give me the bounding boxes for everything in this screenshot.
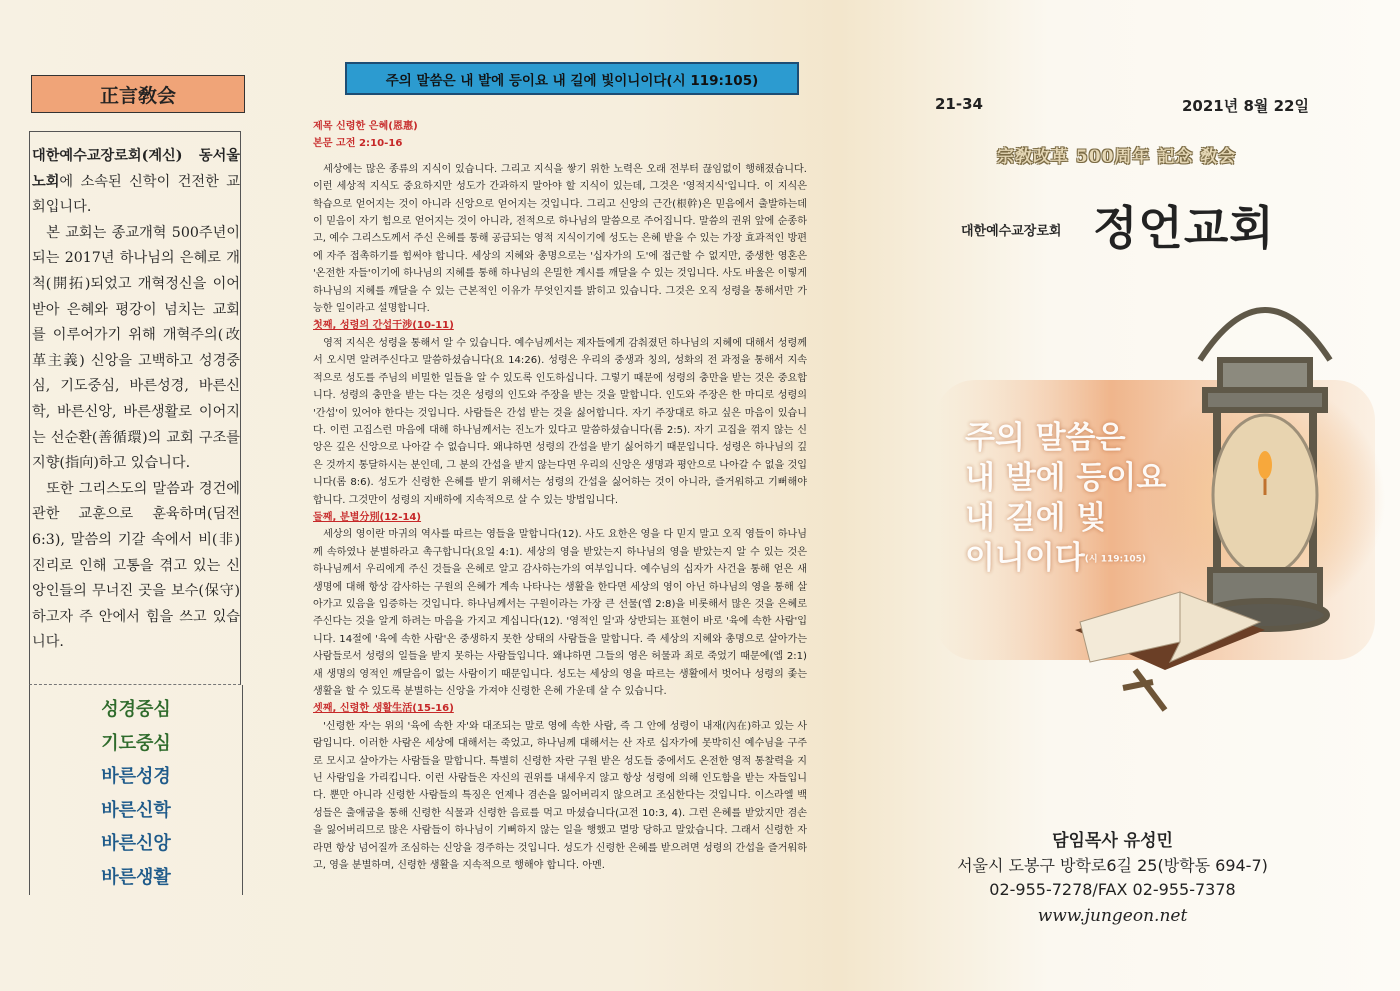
vision-item: 성경중심: [101, 699, 171, 720]
sermon-heading: 둘째, 분별分別(12-14): [313, 511, 422, 523]
cover-panel: [825, 0, 1400, 991]
cover-verse-line: 내 길에 빛: [965, 500, 1107, 536]
vision-list: [30, 685, 242, 894]
sermon-paragraph: '신령한 자'는 위의 '육에 속한 자'와 대조되는 말로 영에 속한 사람, 즉 그 안에 성령이 내재(內在)하고 있는 사람입니다. 이러한 사람은 세상에 대해서는 죽었고, 하나님께 대해서는 산 자로 십자가에 못박히신 예수님을 구주로 모시고 살아가는 사람들을 말합니다. 특별히 신령한 자란 구원 받은 성도들 중에서도 온전한 영적 통찰력을 지닌 사람입을 가리킵니다. 이런 사람들은 자신의 권위를 내세우지 않고 항상 성령에 의해 인도함을 받는 자들입니다. 뿐만 아니라 신령한 사람들의 특징은 언제나 겸손을 잃어버리지 않으려고 조심한다는 것입니다. 이스라엘 백성들은 출애굽을 통해 신령한 식물과 신령한 음료를 먹고 마셨습니다(고전 10:3, 4). 그런 은혜를 받았지만 겸손을 잃어버리므로 많은 사람들이 하나님이 기뻐하지 않는 일을 행했고 멸망 당하고 말았습니다. 그래서 신령한 자라면 항상 넘어질까 조심하는 신앙을 경주하는 것입니다. 성도가 신령한 은혜를 받으려면 성령의 간섭을 즐거워하고, 영을 분별하며, 신령한 생활을 지속적으로 행해야 합니다. 아멘.: [313, 720, 807, 872]
vision-box: [29, 685, 243, 895]
intro-sentence-1: 에 소속된 신학이 건전한 교회입니다.: [32, 173, 240, 216]
denomination: 대한예수교장로회: [961, 224, 1062, 239]
sermon-panel: [275, 0, 825, 991]
sermon-paragraph: 영적 지식은 성령을 통해서 알 수 있습니다. 예수님께서는 제자들에게 감춰졌던 하나님의 지혜에 대해서 성령께서 오시면 알려주신다고 말씀하셨습니다(요 14:26). 성령은 우리의 중생과 칭의, 성화의 전 과정을 통해서 지속적으로 성도를 주님의 비밀한 일들을 알 수 있도록 인도하십니다. 그렇기 때문에 성령의 충만을 받는 것은 중요합니다. 성령의 충만을 받는 다는 것은 성령의 인도와 주장을 받는 것을 말합니다. 인도와 주장은 한 마디로 성령의 '간섭'이 있어야 한다는 것입니다. 사람들은 간섭 받는 것을 싫어합니다. 자기 주장대로 하고 싶은 마음이 있습니다. 이런 고집스런 마음에 대해 하나님께서는 진노가 있다고 말씀하셨습니다(롬 2:5). 자기 고집을 꺾지 않는 신앙은 깊은 신앙으로 나아갈 수 없습니다. 왜냐하면 성령의 간섭을 받기 싫어하기 때문입니다. 성령은 하나님의 깊은 것까지 통달하시는 분인데, 그 분의 간섭을 받지 않는다면 우리의 신앙은 생명과 평안으로 나아갈 수 없을 것입니다(롬 8:6). 성도가 신령한 은혜를 받기 위해서는 성령의 간섭을 싫어하는 것이 아니라, 즐거워하고 기뻐해야 합니다. 그것만이 성령의 지배하에 지속적으로 살 수 있는 방법입니다.: [313, 337, 807, 506]
left-panel: [0, 0, 275, 991]
church-website[interactable]: www.jungeon.net: [1037, 906, 1188, 926]
church-name: 정언교회: [1093, 201, 1275, 255]
church-address: 서울시 도봉구 방학로6길 25(방학동 694-7): [957, 856, 1268, 875]
intro-sentence-2: 본 교회는 종교개혁 500주년이 되는 2017년 하나님의 은혜로 개척(開拓)되었고 개혁정신을 이어받아 은혜와 평강이 넘치는 교회를 이루어가기 위해 개혁주의(改革主義) 신앙을 고백하고 성경중심, 기도중심, 바른성경, 바른신학, 바른신앙, 바른생활로 이어지는 선순환(善循環)의 교회 구조를 지향(指向)하고 있습니다.: [32, 224, 240, 472]
cover-verse-art: [965, 418, 1166, 580]
vision-item: 바른신학: [101, 799, 171, 821]
cover-verse-line: 주의 말씀은: [965, 420, 1126, 456]
sermon-heading: 첫째, 성령의 간섭干涉(10-11): [313, 320, 454, 332]
church-name-hanja: 正言敎会: [31, 75, 245, 113]
verse-banner: 주의 말씀은 내 발에 등이요 내 길에 빛이니이다(시 119:105): [345, 62, 799, 95]
cover-verse-ref: (시 119:105): [1084, 554, 1147, 565]
vision-item: 바른생활: [101, 866, 171, 888]
vision-item: 기도중심: [101, 732, 171, 754]
sermon-heading: 셋째, 신령한 생활生活(15-16): [313, 703, 454, 715]
vision-item: 바른신앙: [101, 833, 171, 854]
sermon-paragraph: 세상의 영이란 마귀의 역사를 따르는 영들을 말합니다(12). 사도 요한은 영을 다 믿지 말고 오직 영들이 하나님께 속하였나 분별하라고 촉구합니다(요일 4:1). 세상의 영을 받았는지 하나님의 영을 받았는지 알 수 있는 것은 하나님께서 우리에게 주신 것들을 은혜로 알고 감사하는가의 여부입니다. 예수님의 십자가 사건을 통해 얻은 새 생명에 대해 항상 감사하는 구원의 은혜가 계속 나타나는 생활을 한다면 세상의 영이 아닌 하나님의 영을 통해 살아가고 있음을 입증하는 것입니다. 하나님께서는 구원이라는 가장 큰 선물(엡 2:8)을 비롯해서 많은 것을 은혜로 주신다는 것을 알게 하려는 마음을 가지고 계십니다(12). '영적인 일'과 상반되는 표현이 바로 '육에 속한 사람'입니다. 14절에 '육에 속한 사람'은 중생하지 못한 상태의 사람들을 말합니다. 즉 세상의 지혜와 총명으로 살아가는 사람들로서 성령의 일들을 받지 못하는 사람들입니다. 왜냐하면 그들의 영은 허물과 죄로 죽었기 때문에(엡 2:1) 새 생명의 영적인 깨달음이 없는 사람이기 때문입니다. 성도는 세상의 영을 따르는 생활에서 벗어나 성령의 좇는 생활을 할 수 있도록 분별하는 신앙을 가져야 신령한 은혜 가운데 살 수 있습니다.: [313, 529, 807, 697]
church-phone: 02-955-7278/FAX 02-955-7378: [989, 880, 1236, 899]
pastor-name: 담임목사 유성민: [1052, 831, 1173, 851]
sermon-paragraph: 세상에는 많은 종류의 지식이 있습니다. 그리고 지식을 쌓기 위한 노력은 오래 전부터 끊임없이 행해졌습니다. 이런 세상적 지식도 중요하지만 성도가 간과하지 말아야 할 지식이 있는데, 그것은 '영적지식'입니다. 이 지식은 학습으로 얻어지는 것이 아니라 신앙으로 얻어지는 것입니다. 그리고 신앙의 근간(根幹)은 믿음에서 출발하는데 이 믿음이 자기 힘으로 얻어지는 것이 아니라, 전적으로 하나님의 말씀으로 주어집니다. 말씀의 권위 앞에 순종하고, 예수 그리스도께서 주신 은혜를 통해 공급되는 영적 지식이기에 성도는 은혜 받을 수 있는 가장 효과적인 방편에 자주 접촉하기를 힘써야 합니다. 세상의 지혜와 총명으로는 '십자가의 도'에 접근할 수 없지만, 중생한 영혼은 '온전한 자들'이기에 하나님의 지혜를 통해 하나님의 은밀한 계시를 깨달을 수 있는 것입니다. 사도 바울은 이렇게 하나님의 지혜를 깨달을 수 있는 근본적인 이유가 무엇인지를 밝히고 있습니다. 그것은 오직 성령을 통해서만 가능한 일이라고 설명합니다.: [313, 163, 807, 315]
sermon-text-reference: 본문 고전 2:10-16: [313, 138, 403, 150]
church-introduction: [29, 131, 241, 685]
issue-number: 21-34: [935, 95, 983, 113]
lantern-icon: [1200, 310, 1330, 629]
anniversary-motto: 宗敎改革 500周年 記念 敎会: [997, 147, 1237, 167]
sermon-body: [313, 118, 807, 874]
vision-item: 바른성경: [101, 766, 171, 787]
cover-verse-line: 이니이다: [965, 540, 1085, 576]
sermon-title: 제목 신령한 은혜(恩惠): [313, 121, 418, 132]
intro-denomination: 대한예수교장로회(계신) 동서울 노회: [32, 148, 240, 190]
intro-sentence-3: 또한 그리스도의 말씀과 경건에 관한 교훈으로 훈육하며(딤전 6:3), 말씀의 기갈 속에서 비(非) 진리로 인해 고통을 겪고 있는 신앙인들의 무너진 곳을 보수(保守)하고자 주 안에서 힘을 쓰고 있습니다.: [32, 480, 240, 651]
issue-date: 2021년 8월 22일: [1182, 97, 1309, 115]
cover-verse-line: 내 발에 등이요: [965, 460, 1167, 496]
